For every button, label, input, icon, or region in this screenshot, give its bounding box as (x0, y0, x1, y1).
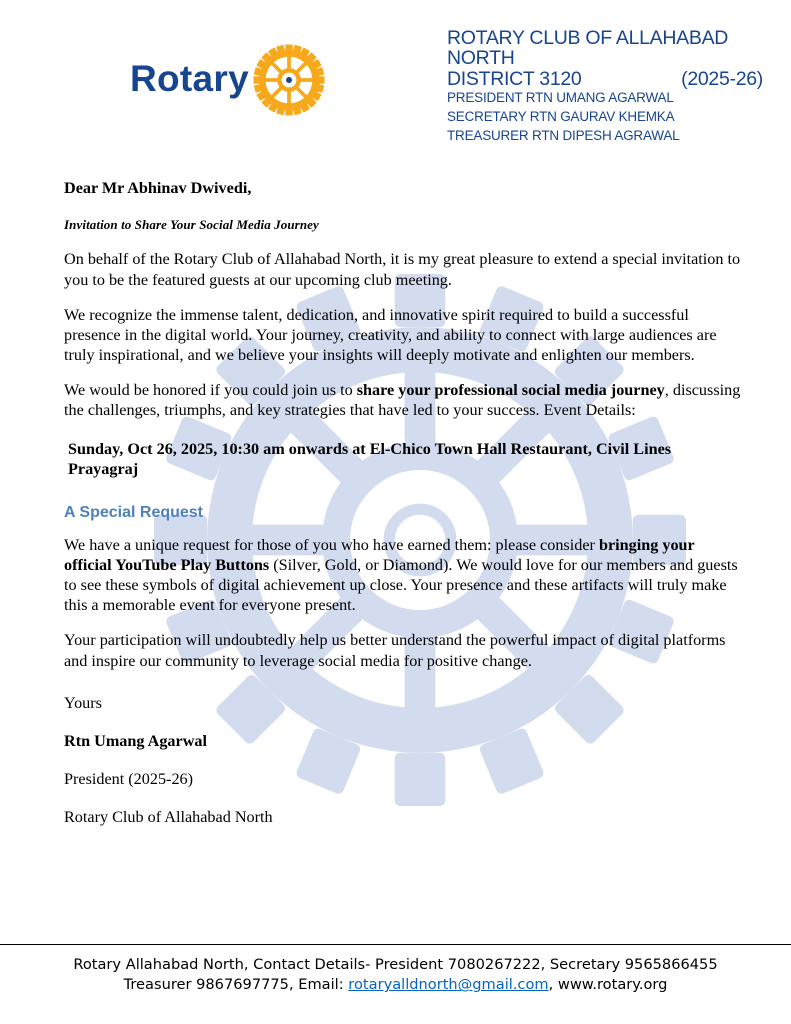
paragraph-special-request (64, 535, 744, 616)
rotary-wheel-icon (252, 43, 326, 117)
secretary-line: SECRETARY RTN GAURAV KHEMKA (447, 109, 675, 125)
footer-contact-line: Rotary Allahabad North, Contact Details- President 7080267222, Secretary 9565866455 (73, 956, 718, 973)
closing: Yours (64, 693, 102, 712)
signatory-name: Rtn Umang Agarwal (64, 732, 207, 750)
footer-contact-line-2 (0, 975, 791, 995)
footer-divider (0, 944, 791, 945)
footer-treasurer-text: Treasurer 9867697775, Email: (123, 976, 349, 994)
footer-separator: , (548, 976, 558, 994)
email-link[interactable]: rotaryalldnorth@gmail.com (348, 976, 549, 994)
signatory-title: President (2025-26) (64, 770, 194, 789)
subject-line: Invitation to Share Your Social Media Journey (64, 217, 319, 233)
invitation-highlight: share your professional social media journey (356, 381, 665, 400)
treasurer-line: TREASURER RTN DIPESH AGRAWAL (447, 127, 680, 143)
special-request-heading: A Special Request (64, 503, 204, 521)
club-info (447, 28, 791, 145)
paragraph-invitation (64, 380, 744, 420)
salutation: Dear Mr Abhinav Dwivedi, (64, 179, 252, 197)
event-details: Sunday, Oct 26, 2025, 10:30 am onwards at El-Chico Town Hall Restaurant, Civil Lines Prayagraj (68, 439, 672, 478)
club-district (447, 69, 763, 89)
paragraph-intro: On behalf of the Rotary Club of Allahabad North, it is my great pleasure to extend a special invitation to you to be the featured guests at our upcoming club meeting. (64, 250, 741, 289)
club-name: ROTARY CLUB OF ALLAHABAD NORTH (447, 27, 729, 70)
president-line: PRESIDENT RTN UMANG AGARWAL (447, 90, 674, 106)
letter-body (64, 178, 744, 828)
rotary-logo-text: Rotary (130, 58, 249, 99)
rotary-year: (2025-26) (681, 67, 763, 90)
request-text-end: (Silver, Gold, or Diamond). We would love for our members and guests to see these symbols of digital achievement up close. Your presence and these artifacts will truly make this a memorable event for everyone present. (64, 555, 738, 615)
invitation-text-end: , discussing the challenges, triumphs, and key strategies that have led to your success. Event Details: (64, 381, 741, 420)
paragraph-participation: Your participation will undoubtedly help us better understand the powerful impact of digital platforms and inspire our community to leverage social media for positive change. (64, 631, 726, 670)
footer (0, 955, 791, 996)
paragraph-recognition: We recognize the immense talent, dedication, and innovative spirit required to build a successful presence in the digital world. Your journey, creativity, and ability to connect with large audiences are truly inspirational, and we believe your insights will deeply motivate and enlighten our members. (64, 305, 717, 365)
request-text-start: We have a unique request for those of you who have earned them: please consider (64, 535, 599, 554)
request-highlight: bringing your official YouTube Play Buttons (64, 535, 695, 574)
district-number: DISTRICT 3120 (447, 67, 582, 90)
website-link[interactable]: www.rotary.org (557, 976, 668, 994)
signatory-organization: Rotary Club of Allahabad North (64, 808, 273, 827)
invitation-text-start: We would be honored if you could join us to (64, 381, 357, 400)
